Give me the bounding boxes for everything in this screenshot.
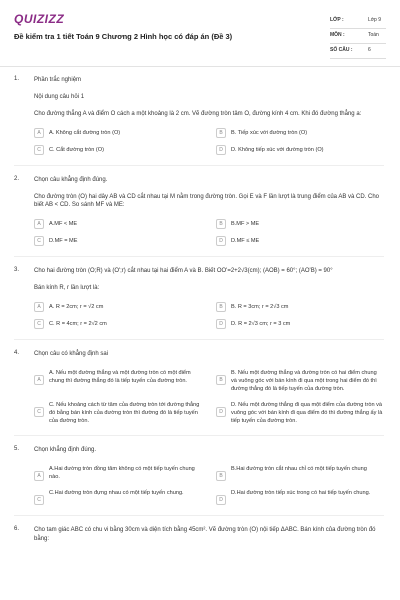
option-letter: B (216, 471, 226, 481)
option-letter: A (34, 471, 44, 481)
question-title: Phần trắc nghiệm (34, 77, 82, 83)
option-b[interactable] (216, 301, 384, 312)
option-d[interactable] (216, 144, 384, 155)
question-body: Cho đường thẳng A và điểm O cách a một khoảng là 2 cm. Vẽ đường tròn tâm O, đường kính 4 cm. Khi đó đường thẳng a: (34, 111, 362, 117)
option-text: D. Không tiếp xúc với đường tròn (O) (231, 146, 324, 153)
option-text: B. R = 3cm; r = 2√3 cm (231, 303, 289, 310)
question-separator (14, 165, 384, 166)
option-letter: D (216, 407, 226, 417)
option-text: B.MF > ME (231, 220, 260, 227)
meta-label: MÔN : (330, 32, 345, 38)
answer-options (34, 127, 384, 155)
option-letter: B (216, 375, 226, 385)
meta-row-count (330, 44, 386, 59)
question-title: Cho tam giác ABC có chu vi bằng 30cm và diện tích bằng 45cm². Vẽ đường tròn (O) nội tiếp ΔABC. Bán kính của đường tròn đó bằng: (34, 526, 376, 542)
option-b[interactable] (216, 127, 384, 138)
option-letter: A (34, 302, 44, 312)
meta-row-class (330, 14, 386, 29)
question-4 (0, 350, 400, 425)
question-title: Chọn câu khẳng định đúng. (34, 176, 108, 183)
option-b[interactable] (216, 367, 384, 393)
question-6 (0, 526, 400, 544)
option-text: A. R = 2cm; r = √2 cm (49, 303, 104, 310)
option-text: A.MF < ME (49, 220, 78, 227)
question-subtitle: Bán kính R, r lần lượt là: (34, 284, 100, 291)
option-text: B. Nếu một đường thẳng và đường tròn có hai điểm chung và vuông góc với bán kính đi qua một trong hai điểm đó thì đường thẳng đó là tiếp tuyến của đường tròn. (231, 369, 377, 392)
question-separator (14, 515, 384, 516)
question-separator (14, 435, 384, 436)
option-d[interactable] (216, 235, 384, 246)
option-letter: A (34, 375, 44, 385)
header-divider (0, 66, 400, 67)
option-letter: C (34, 145, 44, 155)
option-b[interactable] (216, 463, 384, 481)
question-number: 4. (14, 349, 20, 356)
option-c[interactable] (34, 399, 202, 425)
meta-row-subject (330, 29, 386, 44)
question-number: 1. (14, 76, 20, 82)
option-text: A. Nếu một đường thẳng và một đường tròn có một điểm chung thì đường thẳng đó là tiếp tuyến của đường tròn. (49, 369, 191, 384)
document-title: Đề kiểm tra 1 tiết Toán 9 Chương 2 Hình học có đáp án (Đề 3) (14, 32, 233, 41)
option-d[interactable] (216, 399, 384, 425)
question-2 (0, 176, 400, 246)
option-letter: D (216, 236, 226, 246)
question-number: 5. (14, 445, 20, 452)
option-text: C. R = 4cm; r = 2√2 cm (49, 320, 107, 327)
option-letter: D (216, 319, 226, 329)
option-text: B. Tiếp xúc với đường tròn (O) (231, 129, 308, 136)
question-1 (0, 76, 400, 155)
question-5 (0, 446, 400, 505)
option-d[interactable] (216, 318, 384, 329)
option-letter: D (216, 145, 226, 155)
answer-options (34, 218, 384, 246)
option-text: C. Cắt đường tròn (O) (49, 146, 104, 153)
answer-options (34, 301, 384, 329)
option-letter: D (216, 495, 226, 505)
quizizz-logo: QUIZIZZ (14, 12, 65, 26)
page-header (0, 0, 400, 62)
option-letter: A (34, 128, 44, 138)
question-number: 6. (14, 525, 20, 532)
option-text: A.Hai đường tròn đồng tâm không có một tiếp tuyến chung nào. (49, 465, 195, 480)
option-letter: C (34, 236, 44, 246)
option-a[interactable] (34, 463, 202, 481)
meta-label: LỚP : (330, 17, 344, 23)
option-text: D.Hai đường tròn tiếp xúc trong có hai tiếp tuyến chung. (231, 489, 371, 496)
answer-options (34, 463, 384, 505)
option-letter: B (216, 302, 226, 312)
option-letter: A (34, 219, 44, 229)
option-d[interactable] (216, 487, 384, 505)
question-title: Chọn khẳng định đúng. (34, 446, 97, 453)
option-a[interactable] (34, 301, 202, 312)
option-text: B.Hai đường tròn cắt nhau chỉ có một tiếp tuyến chung (231, 465, 367, 472)
meta-value: Lớp 9 (368, 17, 382, 23)
question-number: 2. (14, 175, 20, 182)
question-separator (14, 339, 384, 340)
question-number: 3. (14, 266, 20, 273)
question-list (0, 76, 400, 554)
option-text: D.MF ≤ ME (231, 237, 260, 244)
question-subtitle: Nội dung câu hỏi 1 (34, 94, 85, 100)
option-text: C. Nếu khoảng cách từ tâm của đường tròn tới đường thẳng đó bằng bán kính của đường tròn thì đường đó là tiếp tuyến của đường tròn. (49, 401, 200, 424)
option-a[interactable] (34, 367, 202, 393)
option-a[interactable] (34, 127, 202, 138)
question-3 (0, 267, 400, 329)
meta-value: Toán (368, 32, 379, 38)
meta-label: SỐ CÂU : (330, 47, 353, 53)
question-body: Cho đường tròn (O) hai dây AB và CD cắt nhau tại M nằm trong đường tròn. Gọi E và F lần lượt là trung điểm của AB và CD. Cho biết AB < CD. So sánh MF và ME: (34, 193, 380, 208)
option-text: A. Không cắt đường tròn (O) (49, 129, 121, 136)
option-text: D. R = 2√3 cm; r = 3 cm (231, 320, 291, 327)
option-letter: B (216, 219, 226, 229)
option-c[interactable] (34, 144, 202, 155)
option-letter: C (34, 407, 44, 417)
option-c[interactable] (34, 235, 202, 246)
question-title: Chọn câu có khẳng định sai (34, 350, 109, 357)
option-text: D.MF = ME (49, 237, 78, 244)
option-c[interactable] (34, 318, 202, 329)
option-letter: C (34, 495, 44, 505)
option-text: D. Nếu một đường thẳng đi qua một điểm của đường tròn và vuông góc với bán kính đi qua điểm đó thì đường thẳng ấy là tiếp tuyến của đường tròn. (231, 401, 383, 424)
meta-value: 6 (368, 47, 371, 53)
option-text: C.Hai đường tròn đựng nhau có một tiếp tuyến chung. (49, 489, 184, 496)
option-letter: C (34, 319, 44, 329)
option-b[interactable] (216, 218, 384, 229)
option-a[interactable] (34, 218, 202, 229)
option-c[interactable] (34, 487, 202, 505)
option-letter: B (216, 128, 226, 138)
meta-box (330, 14, 386, 59)
question-title: Cho hai đường tròn (O;R) và (O';r) cắt nhau tại hai điểm A và B. Biết OO'=2+2√3(cm); (AOB) = 60°; (AO'B) = 90° (34, 267, 333, 274)
question-separator (14, 256, 384, 257)
answer-options (34, 367, 384, 425)
